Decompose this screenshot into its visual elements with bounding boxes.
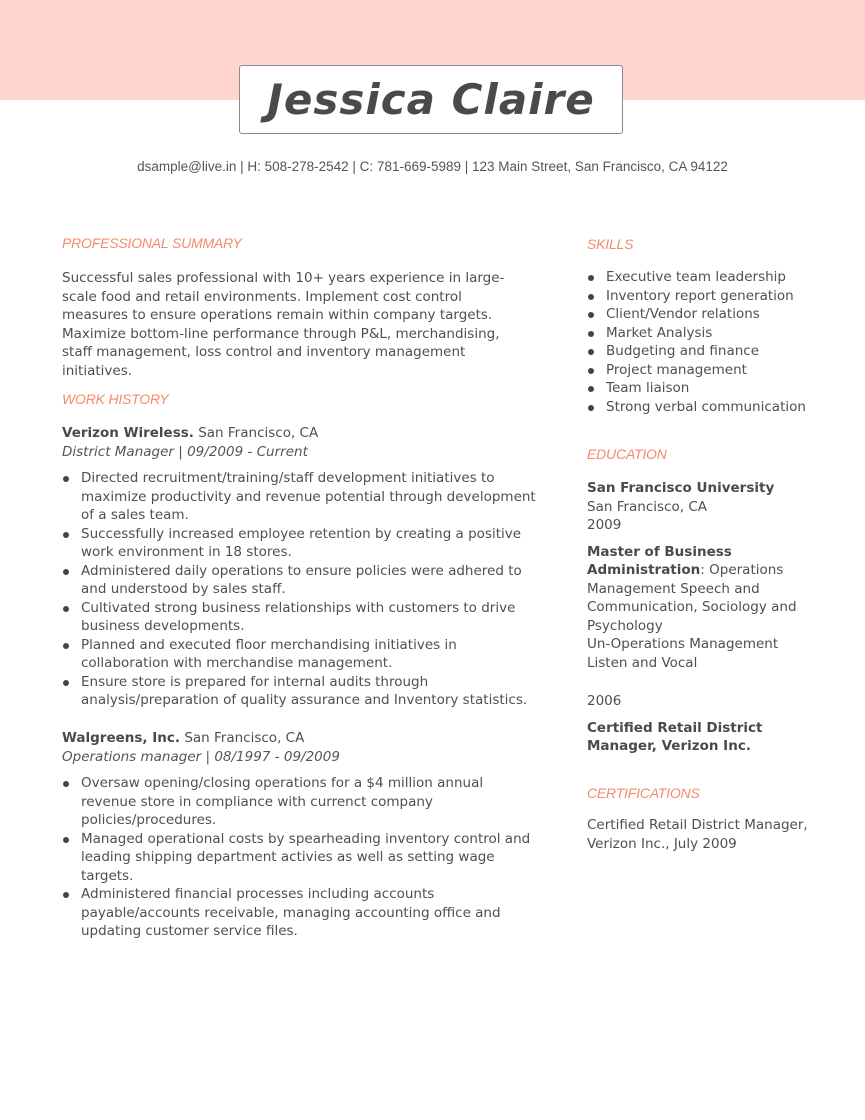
job-bullet: Managed operational costs by spearheading inventory control and leading shipping department activies as well as setting wage targets. [62, 830, 537, 886]
skills-list [587, 268, 837, 416]
summary-heading: PROFESSIONAL SUMMARY [62, 235, 242, 251]
skills-heading: SKILLS [587, 236, 634, 252]
education-degree: Master of Business Administration [587, 543, 732, 578]
education-certificate: Certified Retail District Manager, Verizon Inc. [587, 719, 763, 754]
skill-item: Market Analysis [587, 324, 837, 343]
candidate-name: Jessica Claire [267, 75, 595, 124]
education-heading: EDUCATION [587, 446, 667, 462]
skill-item: Executive team leadership [587, 268, 837, 287]
education-year: 2006 [587, 693, 622, 709]
skill-item: Project management [587, 361, 837, 380]
education-degree-detail: : Operations Management Speech and Communication, Sociology and Psychology [587, 562, 797, 634]
skill-item: Strong verbal communication [587, 398, 837, 417]
name-box [239, 65, 623, 134]
education-degree-block [587, 543, 817, 636]
education-location: San Francisco, CA [587, 498, 707, 515]
contact-line: dsample@live.in | H: 508-278-2542 | C: 781-669-5989 | 123 Main Street, San Francisco, CA 94122 [137, 159, 728, 174]
job-bullets [62, 774, 537, 941]
job-location: San Francisco, CA [180, 730, 305, 746]
job-bullet: Administered daily operations to ensure policies were adhered to and understood by sales staff. [62, 562, 537, 599]
summary-text: Successful sales professional with 10+ years experience in large-scale food and retail environments. Implement cost control measures to ensure operations remain within company targets. Maximize bottom-line performance through P&L, merchandising, staff management, loss control and inventory management initiatives. [62, 270, 505, 379]
job-bullet: Cultivated strong business relationships with customers to drive business developments. [62, 599, 537, 636]
job-bullet: Administered financial processes including accounts payable/accounts receivable, managing accounting office and updating customer service files. [62, 885, 537, 941]
certifications-heading: CERTIFICATIONS [587, 785, 700, 801]
job-bullet: Ensure store is prepared for internal audits through analysis/preparation of quality assurance and Inventory statistics. [62, 673, 537, 710]
job-bullet: Directed recruitment/training/staff development initiatives to maximize productivity and revenue potential through development of a sales team. [62, 469, 537, 525]
job-company: Verizon Wireless. [62, 425, 194, 441]
job-bullet: Successfully increased employee retention by creating a positive work environment in 18 stores. [62, 525, 537, 562]
job-bullet: Oversaw opening/closing operations for a $4 million annual revenue store in compliance with currenct company policies/procedures. [62, 774, 537, 830]
job-meta: District Manager | 09/2009 - Current [62, 443, 308, 460]
work-history-heading: WORK HISTORY [62, 391, 169, 407]
skill-item: Budgeting and finance [587, 342, 837, 361]
education-section [587, 479, 817, 756]
job-bullets [62, 469, 537, 710]
skill-item: Team liaison [587, 379, 837, 398]
job-title-line [62, 424, 537, 443]
skill-item: Client/Vendor relations [587, 305, 837, 324]
education-year: 2009 [587, 517, 622, 533]
job-location: San Francisco, CA [193, 425, 319, 441]
job-entry [62, 729, 537, 941]
job-meta: Operations manager | 08/1997 - 09/2009 [62, 748, 340, 765]
job-title-line [62, 729, 537, 748]
education-extra: Un-Operations Management Listen and Vocal [587, 636, 779, 671]
job-entry [62, 424, 537, 710]
skill-item: Inventory report generation [587, 287, 837, 306]
certification-text: Certified Retail District Manager, Verizon Inc., July 2009 [587, 817, 808, 852]
job-company: Walgreens, Inc. [62, 730, 181, 746]
job-bullet: Planned and executed floor merchandising initiatives in collaboration with merchandise management. [62, 636, 537, 673]
education-school: San Francisco University [587, 480, 775, 496]
